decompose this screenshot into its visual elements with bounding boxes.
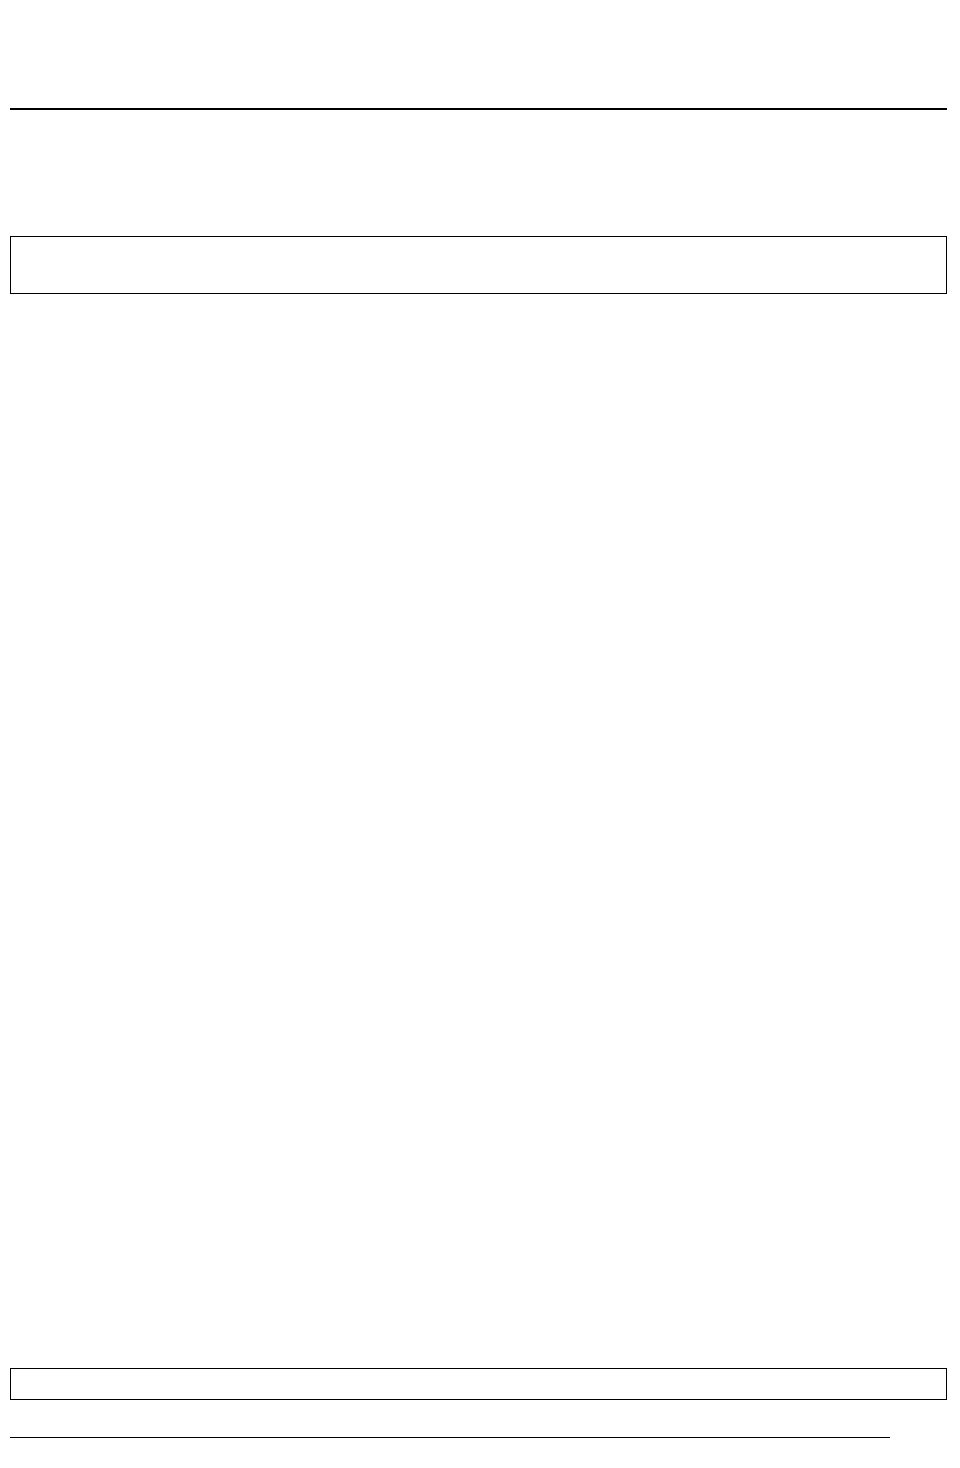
table-main bbox=[10, 236, 947, 294]
table-next-header bbox=[10, 1368, 947, 1400]
table-header bbox=[11, 237, 946, 293]
table-top-continuation bbox=[10, 108, 947, 110]
page-footer bbox=[10, 1437, 890, 1438]
next-header bbox=[11, 1369, 946, 1399]
